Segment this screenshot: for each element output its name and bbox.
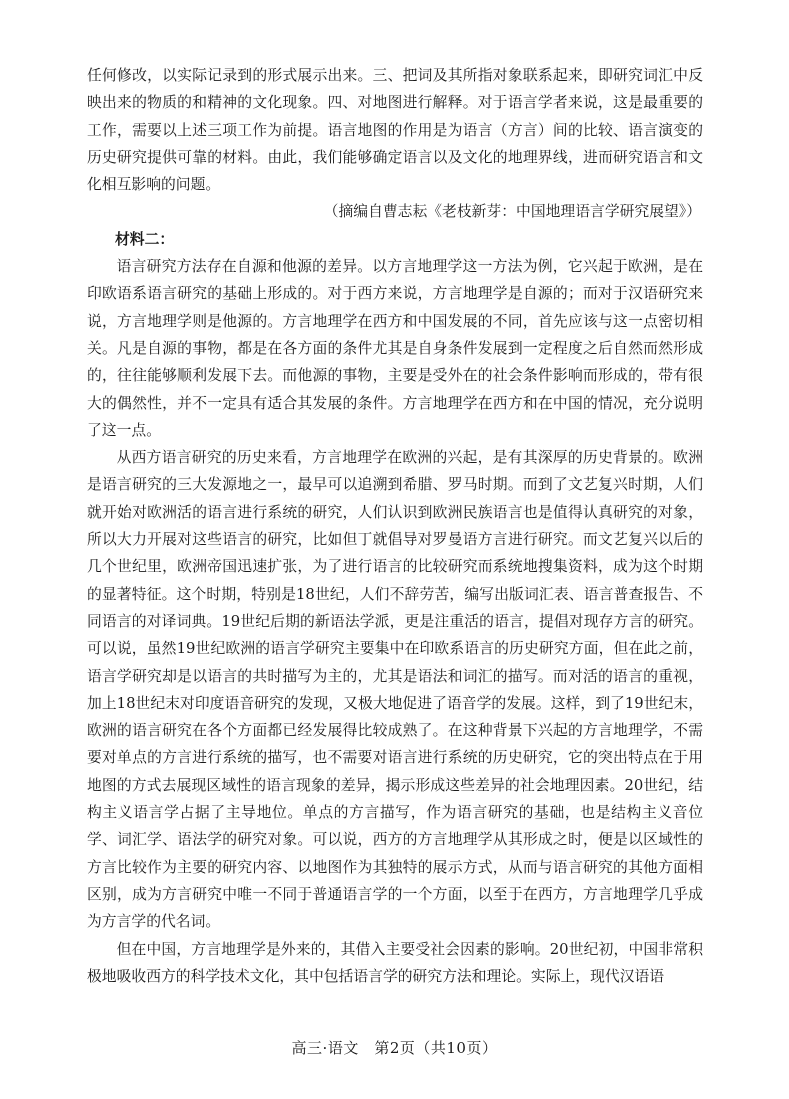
paragraph-western-history: 从西方语言研究的历史来看，方言地理学在欧洲的兴起，是有其深厚的历史背景的。欧洲是语言研究的三大发源地之一，最早可以追溯到希腊、罗马时期。而到了文艺复兴时期，人们就开始对欧洲活的语言进行系统的研究，人们认识到欧洲民族语言也是值得认真研究的对象，所以大力开展对这些语言的研究，比如但丁就倡导对罗曼语方言进行研究。而文艺复兴以后的几个世纪里，欧洲帝国迅速扩张，为了进行语言的比较研究而系统地搜集资料，成为这个时期的显著特征。这个时期，特别是18世纪，人们不辞劳苦，编写出版词汇表、语言普查报告、不同语言的对译词典。19世纪后期的新语法学派，更是注重活的语言，提倡对现存方言的研究。可以说，虽然19世纪欧洲的语言学研究主要集中在印欧系语言的历史研究方面，但在此之前，语言学研究却是以语言的共时描写为主的，尤其是语法和词汇的描写。而对活的语言的重视，加上18世纪末对印度语音研究的发现，又极大地促进了语音学的发展。这样，到了19世纪末，欧洲的语言研究在各个方面都已经发展得比较成熟了。在这种背景下兴起的方言地理学，不需要对单点的方言进行系统的描写，也不需要对语言进行系统的历史研究，它的突出特点在于用地图的方式去展现区域性的语言现象的差异，揭示形成这些差异的社会地理因素。20世纪，结构主义语言学占据了主导地位。单点的方言描写，作为语言研究的基础，也是结构主义音位学、词汇学、语法学的研究对象。可以说，西方的方言地理学从其形成之时，便是以区域性的方言比较作为主要的研究内容、以地图作为其独特的展示方式，从而与语言研究的其他方面相区别，成为方言研究中唯一不同于普通语言学的一个方面，以至于在西方，方言地理学几乎成为方言学的代名词。 [87,449,703,931]
paragraph-origin-difference: 语言研究方法存在自源和他源的差异。以方言地理学这一方法为例，它兴起于欧洲，是在印欧语系语言研究的基础上形成的。对于西方来说，方言地理学是自源的；而对于汉语研究来说，方言地理学则是他源的。方言地理学在西方和中国发展的不同，首先应该与这一点密切相关。凡是自源的事物，都是在各方面的条件尤其是自身条件发展到一定程度之后自然而然形成的，往往能够顺利发展下去。而他源的事物，主要是受外在的社会条件影响而形成的，带有很大的偶然性，并不一定具有适合其发展的条件。方言地理学在西方和在中国的情况，充分说明了这一点。 [87,258,703,439]
paragraph-continued: 任何修改，以实际记录到的形式展示出来。三、把词及其所指对象联系起来，即研究词汇中反映出来的物质的和精神的文化现象。四、对地图进行解释。对于语言学者来说，这是最重要的工作，需要以上述三项工作为前提。语言地图的作用是为语言（方言）间的比较、语言演变的历史研究提供可靠的材料。由此，我们能够确定语言以及文化的地理界线，进而研究语言和文化相互影响的问题。 [87,67,703,194]
paragraph-china: 但在中国，方言地理学是外来的，其借入主要受社会因素的影响。20世纪初，中国非常积极地吸收西方的科学技术文化，其中包括语言学的研究方法和理论。实际上，现代汉语语 [87,940,703,985]
material-two-heading: 材料二： [115,230,175,248]
page-content [87,62,703,990]
source-citation: （摘编自曹志耘《老枝新芽：中国地理语言学研究展望》） [323,203,701,221]
page-footer: 高三·语文 第2页（共10页） [291,1039,498,1057]
